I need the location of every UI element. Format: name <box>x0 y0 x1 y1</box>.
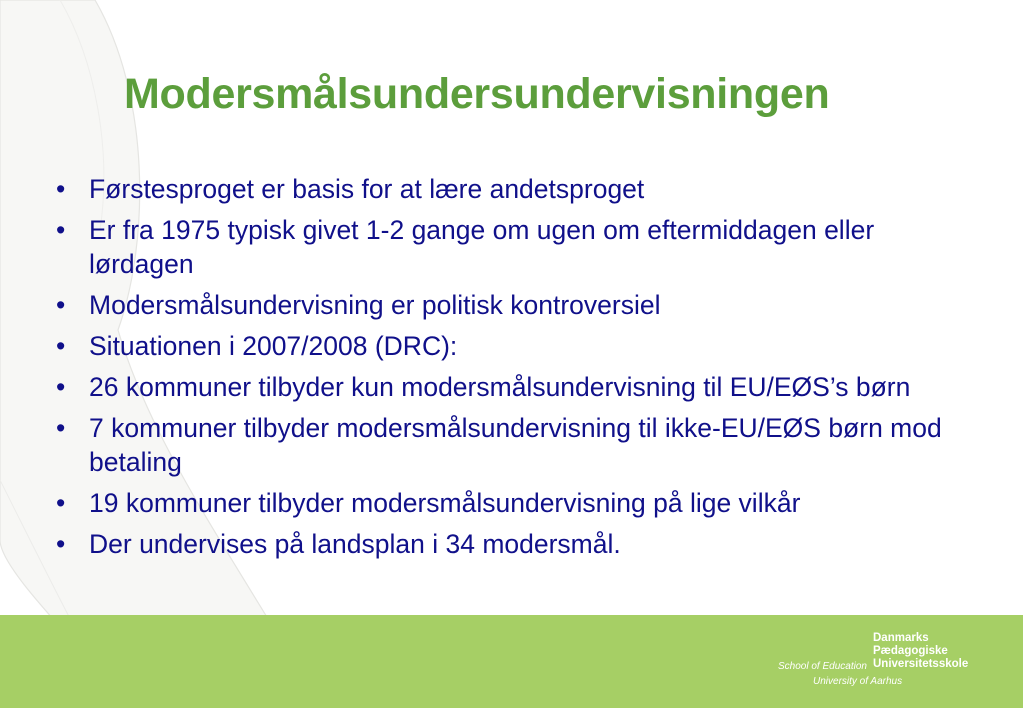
bullet-dot-icon: • <box>56 331 66 361</box>
bullet-dot-icon: • <box>56 529 66 559</box>
bullet-dot-icon: • <box>56 174 66 204</box>
logo-school-label: School of Education <box>778 661 867 672</box>
bullet-dot-icon: • <box>56 372 66 402</box>
bullet-item <box>56 172 976 206</box>
logo-line-3: Universitetsskole <box>873 658 969 670</box>
logo-line-1: Danmarks <box>873 632 929 644</box>
bullet-item <box>56 329 976 363</box>
bullet-dot-icon: • <box>56 488 66 518</box>
bullet-item <box>56 213 976 281</box>
bullet-item <box>56 527 976 561</box>
logo-line-2: Pædagogiske <box>873 645 948 657</box>
bullet-list <box>56 172 976 568</box>
bullet-item <box>56 411 976 479</box>
university-logo <box>778 632 998 692</box>
slide-title: Modersmålsundersundervisningen <box>124 70 830 118</box>
bullet-text: Førstesproget er basis for at lære andetsproget <box>89 174 645 204</box>
bullet-text: 7 kommuner tilbyder modersmålsundervisning til ikke-EU/EØS børn mod betaling <box>89 413 942 477</box>
bullet-item <box>56 288 976 322</box>
bullet-item <box>56 486 976 520</box>
bullet-text: 19 kommuner tilbyder modersmålsundervisning på lige vilkår <box>89 488 801 518</box>
bullet-dot-icon: • <box>56 215 66 245</box>
logo-university-label: University of Aarhus <box>813 676 903 687</box>
logo-institution-name <box>873 632 968 671</box>
bullet-text: Der undervises på landsplan i 34 modersmål. <box>89 529 621 559</box>
bullet-text: 26 kommuner tilbyder kun modersmålsundervisning til EU/EØS’s børn <box>89 372 911 402</box>
bullet-item <box>56 370 976 404</box>
bullet-text: Situationen i 2007/2008 (DRC): <box>89 331 458 361</box>
bullet-text: Er fra 1975 typisk givet 1-2 gange om ugen om eftermiddagen eller lørdagen <box>89 215 875 279</box>
bullet-text: Modersmålsundervisning er politisk kontroversiel <box>89 290 661 320</box>
bullet-dot-icon: • <box>56 413 66 443</box>
bullet-dot-icon: • <box>56 290 66 320</box>
